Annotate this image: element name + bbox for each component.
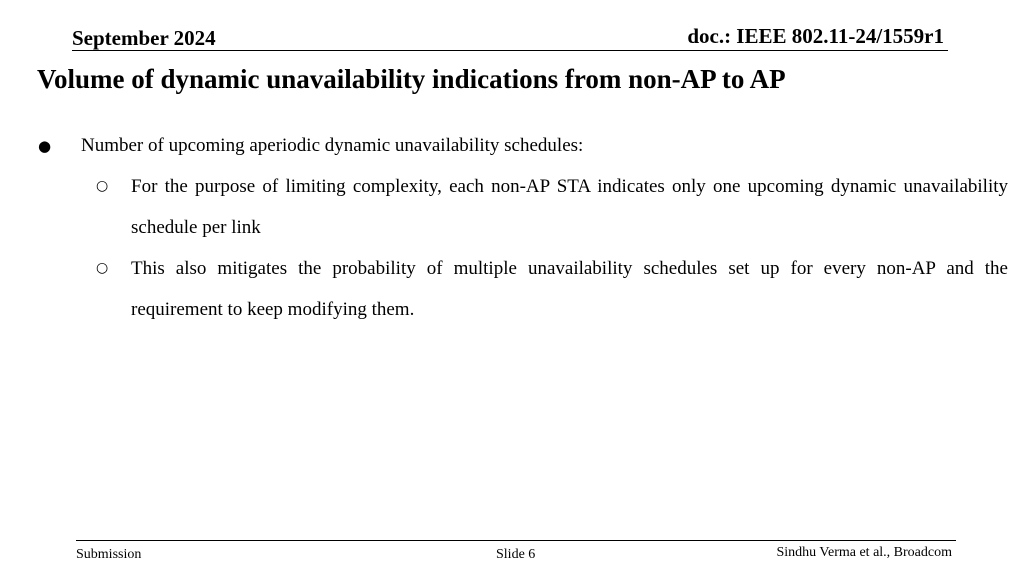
- bullet-text: This also mitigates the probability of multiple unavailability schedules set up for every non-AP and the requirement to keep modifying them.: [131, 258, 1008, 320]
- bullet-text: For the purpose of limiting complexity, each non-AP STA indicates only one upcoming dynamic unavailability schedule per link: [131, 176, 1008, 238]
- header-doc-id: doc.: IEEE 802.11-24/1559r1: [687, 24, 944, 48]
- footer-authors: Sindhu Verma et al., Broadcom: [776, 545, 952, 560]
- footer-submission: Submission: [76, 547, 142, 562]
- header-date: September 2024: [72, 26, 216, 50]
- filled-bullet-icon: ●: [38, 137, 52, 155]
- bullet-level2: [96, 248, 1008, 330]
- hollow-bullet-icon: ○: [96, 178, 109, 194]
- header-divider: [72, 50, 948, 51]
- footer-divider: [76, 540, 956, 541]
- hollow-bullet-icon: ○: [96, 260, 109, 276]
- footer-slide-number: Slide 6: [496, 547, 536, 562]
- slide-title: Volume of dynamic unavailability indications from non-AP to AP: [37, 64, 786, 94]
- bullet-text: Number of upcoming aperiodic dynamic unavailability schedules:: [81, 135, 584, 156]
- bullet-level2: [96, 166, 1008, 248]
